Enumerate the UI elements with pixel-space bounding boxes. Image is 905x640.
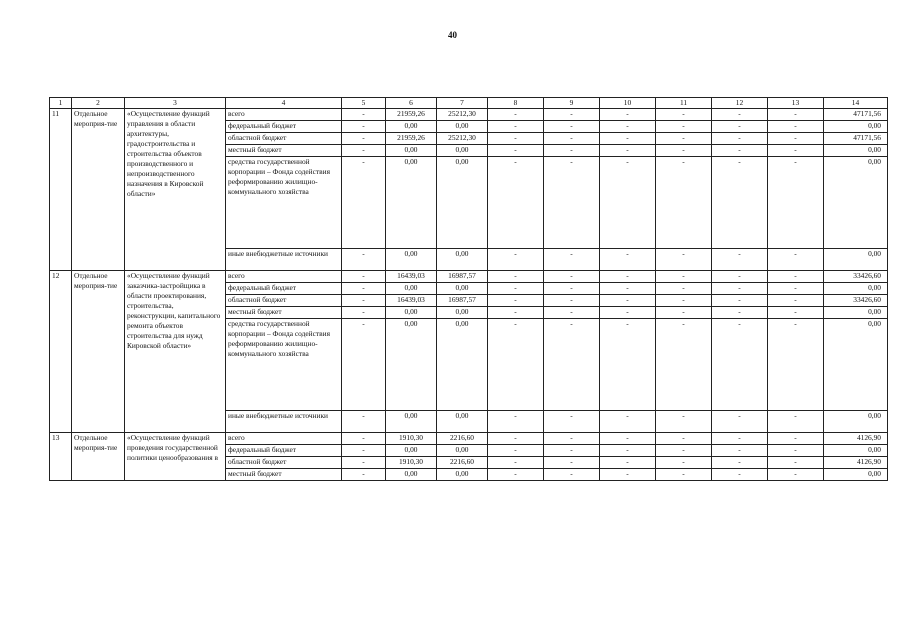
value-cell-c7: 0,00 [437,319,488,411]
value-cell-c12: - [712,433,768,445]
value-cell-c7: 25212,30 [437,133,488,145]
measure-description: «Осуществление функций заказчика-застройщика в области проектирования, строительства, реконструкции, капитального ремонта объектов строительства для нужд Кировской области» [125,271,226,433]
measure-description: «Осуществление функций управления в области архитектуры, градостроительства и строительства объектов производственного и непроизводственного назначения в Кировской области» [125,109,226,271]
value-cell-c11: - [656,433,712,445]
table-row [50,271,888,283]
value-cell-c7: 2216,60 [437,457,488,469]
value-cell-c7: 0,00 [437,307,488,319]
funding-source: средства государственной корпорации – Фонда содействия реформированию жилищно-коммунального хозяйства [226,319,342,411]
value-cell-c5: - [342,319,386,411]
table-row [50,433,888,445]
value-cell-c5: - [342,121,386,133]
value-cell-c13: - [768,121,824,133]
value-cell-c5: - [342,283,386,295]
column-header-12: 12 [712,98,768,109]
value-cell-c6: 1910,30 [386,457,437,469]
value-cell-c7: 0,00 [437,445,488,457]
column-header-14: 14 [824,98,888,109]
value-cell-c5: - [342,411,386,433]
value-cell-c7: 16987,57 [437,271,488,283]
value-cell-c8: - [488,433,544,445]
value-cell-c6: 0,00 [386,283,437,295]
value-cell-c9: - [544,145,600,157]
funding-source: всего [226,433,342,445]
header-row [50,98,888,109]
funding-source: федеральный бюджет [226,121,342,133]
value-cell-c9: - [544,457,600,469]
column-header-8: 8 [488,98,544,109]
value-cell-c5: - [342,271,386,283]
value-cell-c10: - [600,295,656,307]
value-cell-c12: - [712,469,768,481]
value-cell-c9: - [544,157,600,249]
value-cell-c5: - [342,109,386,121]
value-cell-c11: - [656,319,712,411]
value-cell-c7: 25212,30 [437,109,488,121]
column-header-13: 13 [768,98,824,109]
value-cell-c7: 0,00 [437,283,488,295]
value-cell-c14: 0,00 [824,469,888,481]
funding-source: местный бюджет [226,469,342,481]
value-cell-c5: - [342,457,386,469]
value-cell-c9: - [544,445,600,457]
value-cell-c7: 0,00 [437,145,488,157]
value-cell-c14: 0,00 [824,319,888,411]
value-cell-c5: - [342,157,386,249]
value-cell-c6: 16439,03 [386,295,437,307]
column-header-5: 5 [342,98,386,109]
value-cell-c13: - [768,457,824,469]
value-cell-c8: - [488,121,544,133]
value-cell-c8: - [488,145,544,157]
value-cell-c10: - [600,469,656,481]
value-cell-c14: 0,00 [824,157,888,249]
value-cell-c14: 47171,56 [824,133,888,145]
value-cell-c12: - [712,157,768,249]
column-header-4: 4 [226,98,342,109]
column-header-11: 11 [656,98,712,109]
value-cell-c6: 1910,30 [386,433,437,445]
value-cell-c6: 0,00 [386,157,437,249]
value-cell-c7: 2216,60 [437,433,488,445]
value-cell-c12: - [712,121,768,133]
value-cell-c9: - [544,319,600,411]
value-cell-c6: 21959,26 [386,133,437,145]
measure-type: Отдельное мероприя-тие [72,109,125,271]
value-cell-c8: - [488,445,544,457]
value-cell-c13: - [768,295,824,307]
column-header-10: 10 [600,98,656,109]
value-cell-c9: - [544,411,600,433]
funding-source: федеральный бюджет [226,445,342,457]
value-cell-c8: - [488,133,544,145]
funding-source: иные внебюджетные источники [226,249,342,271]
funding-source: всего [226,271,342,283]
value-cell-c12: - [712,295,768,307]
value-cell-c13: - [768,433,824,445]
value-cell-c11: - [656,307,712,319]
value-cell-c6: 0,00 [386,121,437,133]
measure-number: 11 [50,109,72,271]
value-cell-c9: - [544,271,600,283]
column-header-1: 1 [50,98,72,109]
value-cell-c8: - [488,157,544,249]
value-cell-c5: - [342,295,386,307]
value-cell-c14: 47171,56 [824,109,888,121]
value-cell-c6: 0,00 [386,319,437,411]
value-cell-c10: - [600,121,656,133]
value-cell-c8: - [488,283,544,295]
value-cell-c11: - [656,133,712,145]
value-cell-c12: - [712,319,768,411]
value-cell-c7: 0,00 [437,157,488,249]
value-cell-c5: - [342,307,386,319]
value-cell-c13: - [768,109,824,121]
value-cell-c14: 33426,60 [824,295,888,307]
value-cell-c10: - [600,411,656,433]
column-header-6: 6 [386,98,437,109]
value-cell-c11: - [656,109,712,121]
value-cell-c10: - [600,157,656,249]
value-cell-c11: - [656,411,712,433]
value-cell-c6: 0,00 [386,307,437,319]
value-cell-c7: 0,00 [437,121,488,133]
measure-type: Отдельное мероприя-тие [72,271,125,433]
funding-source: средства государственной корпорации – Фонда содействия реформированию жилищно-коммунального хозяйства [226,157,342,249]
value-cell-c12: - [712,109,768,121]
value-cell-c13: - [768,133,824,145]
funding-source: иные внебюджетные источники [226,411,342,433]
value-cell-c12: - [712,249,768,271]
value-cell-c10: - [600,109,656,121]
value-cell-c6: 16439,03 [386,271,437,283]
value-cell-c12: - [712,445,768,457]
value-cell-c5: - [342,469,386,481]
value-cell-c14: 0,00 [824,283,888,295]
value-cell-c8: - [488,109,544,121]
column-header-9: 9 [544,98,600,109]
value-cell-c14: 0,00 [824,249,888,271]
value-cell-c7: 0,00 [437,249,488,271]
value-cell-c10: - [600,457,656,469]
value-cell-c5: - [342,133,386,145]
measure-number: 12 [50,271,72,433]
value-cell-c5: - [342,433,386,445]
value-cell-c5: - [342,249,386,271]
value-cell-c14: 0,00 [824,307,888,319]
value-cell-c14: 0,00 [824,411,888,433]
value-cell-c7: 0,00 [437,469,488,481]
value-cell-c8: - [488,271,544,283]
value-cell-c12: - [712,307,768,319]
value-cell-c14: 4126,90 [824,457,888,469]
funding-source: местный бюджет [226,145,342,157]
value-cell-c10: - [600,133,656,145]
value-cell-c8: - [488,411,544,433]
value-cell-c9: - [544,469,600,481]
value-cell-c6: 21959,26 [386,109,437,121]
value-cell-c14: 0,00 [824,145,888,157]
value-cell-c13: - [768,249,824,271]
value-cell-c10: - [600,145,656,157]
value-cell-c10: - [600,307,656,319]
value-cell-c13: - [768,411,824,433]
value-cell-c9: - [544,109,600,121]
value-cell-c9: - [544,283,600,295]
value-cell-c7: 0,00 [437,411,488,433]
value-cell-c13: - [768,283,824,295]
value-cell-c11: - [656,249,712,271]
measure-number: 13 [50,433,72,481]
value-cell-c8: - [488,307,544,319]
value-cell-c14: 4126,90 [824,433,888,445]
value-cell-c5: - [342,145,386,157]
value-cell-c9: - [544,133,600,145]
budget-table [49,97,888,481]
value-cell-c8: - [488,469,544,481]
page-number: 40 [448,30,457,40]
value-cell-c13: - [768,307,824,319]
value-cell-c14: 0,00 [824,445,888,457]
value-cell-c12: - [712,145,768,157]
value-cell-c10: - [600,319,656,411]
value-cell-c9: - [544,295,600,307]
funding-source: областной бюджет [226,457,342,469]
value-cell-c11: - [656,145,712,157]
value-cell-c6: 0,00 [386,411,437,433]
value-cell-c8: - [488,249,544,271]
value-cell-c8: - [488,295,544,307]
measure-description: «Осуществление функций проведения государственной политики ценообразования в [125,433,226,481]
funding-source: местный бюджет [226,307,342,319]
value-cell-c13: - [768,469,824,481]
value-cell-c11: - [656,295,712,307]
value-cell-c10: - [600,445,656,457]
value-cell-c10: - [600,433,656,445]
value-cell-c9: - [544,307,600,319]
value-cell-c6: 0,00 [386,249,437,271]
value-cell-c12: - [712,457,768,469]
measure-type: Отдельное мероприя-тие [72,433,125,481]
funding-source: областной бюджет [226,295,342,307]
value-cell-c7: 16987,57 [437,295,488,307]
table-row [50,109,888,121]
value-cell-c13: - [768,271,824,283]
value-cell-c11: - [656,283,712,295]
funding-source: федеральный бюджет [226,283,342,295]
value-cell-c6: 0,00 [386,145,437,157]
value-cell-c11: - [656,157,712,249]
value-cell-c13: - [768,157,824,249]
value-cell-c11: - [656,457,712,469]
value-cell-c10: - [600,283,656,295]
column-header-7: 7 [437,98,488,109]
value-cell-c14: 33426,60 [824,271,888,283]
value-cell-c5: - [342,445,386,457]
value-cell-c13: - [768,145,824,157]
value-cell-c9: - [544,249,600,271]
value-cell-c12: - [712,133,768,145]
column-header-3: 3 [125,98,226,109]
value-cell-c11: - [656,445,712,457]
funding-source: областной бюджет [226,133,342,145]
value-cell-c12: - [712,283,768,295]
value-cell-c11: - [656,121,712,133]
value-cell-c11: - [656,469,712,481]
value-cell-c6: 0,00 [386,469,437,481]
value-cell-c10: - [600,271,656,283]
value-cell-c8: - [488,457,544,469]
value-cell-c9: - [544,121,600,133]
value-cell-c9: - [544,433,600,445]
value-cell-c8: - [488,319,544,411]
value-cell-c11: - [656,271,712,283]
value-cell-c14: 0,00 [824,121,888,133]
value-cell-c13: - [768,319,824,411]
value-cell-c13: - [768,445,824,457]
value-cell-c10: - [600,249,656,271]
table-body [50,98,888,481]
funding-source: всего [226,109,342,121]
column-header-2: 2 [72,98,125,109]
value-cell-c6: 0,00 [386,445,437,457]
value-cell-c12: - [712,271,768,283]
value-cell-c12: - [712,411,768,433]
